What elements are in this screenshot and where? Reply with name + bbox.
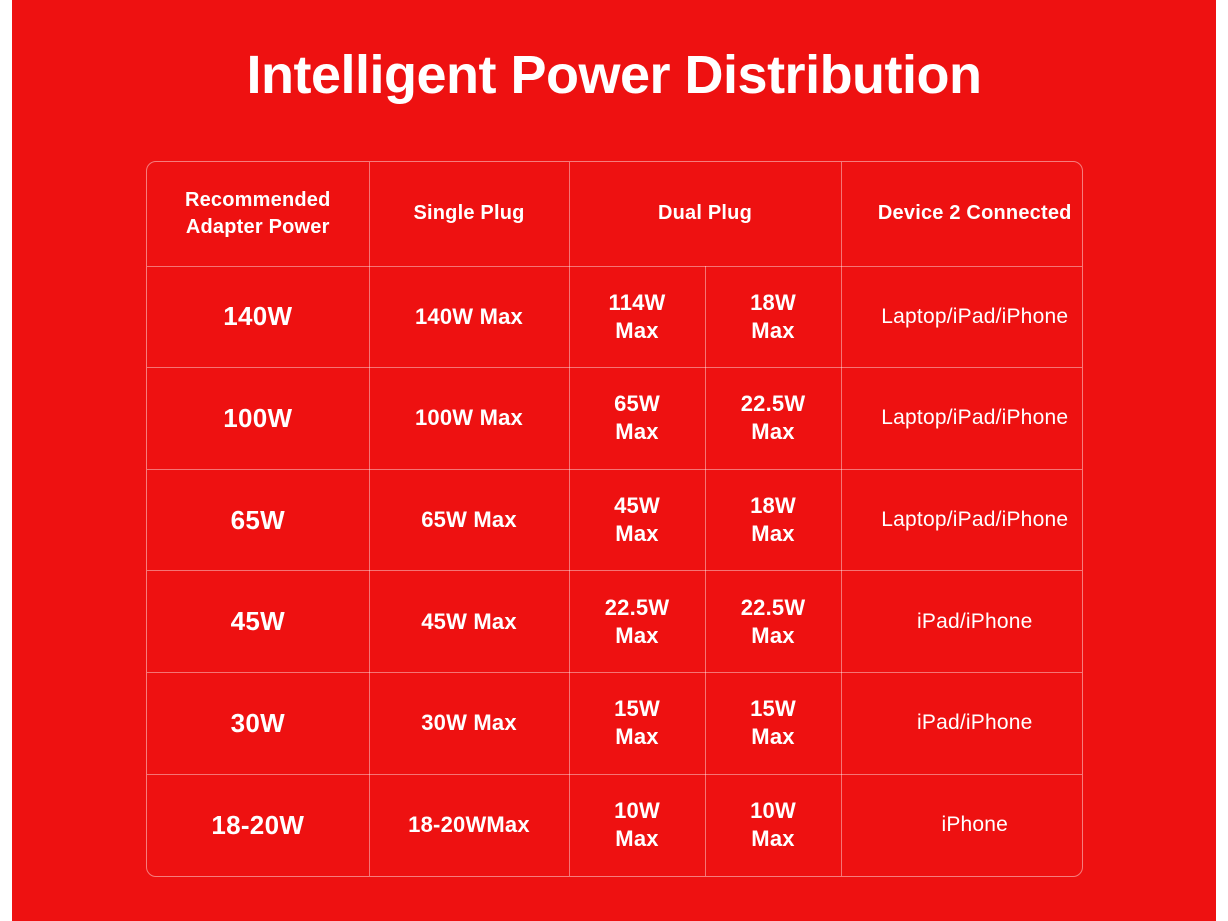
cell-device-connected: iPad/iPhone <box>841 571 1083 673</box>
dual-port-b-max: Max <box>751 521 795 547</box>
dual-port-a-value: 45W <box>614 493 660 519</box>
header-device-2-connected: Device 2 Connected <box>841 162 1083 266</box>
cell-single-plug: 100W Max <box>369 368 569 470</box>
power-distribution-table-container <box>146 161 1083 877</box>
dual-port-a-max: Max <box>615 521 659 547</box>
dual-port-a-value: 22.5W <box>604 594 670 620</box>
cell-dual-plug-port-a <box>569 266 705 368</box>
header-dual-plug: Dual Plug <box>569 162 841 266</box>
cell-adapter-power: 45W <box>147 571 369 673</box>
cell-device-connected: iPad/iPhone <box>841 673 1083 775</box>
dual-port-b-value: 15W <box>750 696 796 722</box>
dual-port-a-value: 10W <box>614 798 660 824</box>
cell-dual-plug-port-b <box>705 673 841 775</box>
header-single-plug: Single Plug <box>369 162 569 266</box>
cell-adapter-power: 30W <box>147 673 369 775</box>
cell-adapter-power: 18-20W <box>147 774 369 876</box>
dual-port-b-value: 18W <box>750 289 796 315</box>
table-row <box>147 673 1083 775</box>
dual-port-b-max: Max <box>751 419 795 445</box>
dual-port-b-value: 18W <box>750 493 796 519</box>
table-header <box>147 162 1083 266</box>
dual-port-a-max: Max <box>615 419 659 445</box>
cell-single-plug: 140W Max <box>369 266 569 368</box>
dual-port-b-value: 22.5W <box>740 594 806 620</box>
cell-device-connected: iPhone <box>841 774 1083 876</box>
table-row <box>147 266 1083 368</box>
cell-device-connected: Laptop/iPad/iPhone <box>841 266 1083 368</box>
cell-dual-plug-port-b <box>705 368 841 470</box>
cell-adapter-power: 140W <box>147 266 369 368</box>
table-row <box>147 774 1083 876</box>
table-row <box>147 368 1083 470</box>
page-title: Intelligent Power Distribution <box>246 45 982 105</box>
cell-single-plug: 45W Max <box>369 571 569 673</box>
cell-single-plug: 65W Max <box>369 469 569 571</box>
dual-port-a-value: 114W <box>608 289 666 315</box>
cell-dual-plug-port-b <box>705 774 841 876</box>
red-background-panel <box>12 0 1216 921</box>
dual-port-a-max: Max <box>615 826 659 852</box>
cell-device-connected: Laptop/iPad/iPhone <box>841 469 1083 571</box>
cell-dual-plug-port-a <box>569 469 705 571</box>
dual-port-a-value: 65W <box>614 391 660 417</box>
dual-port-b-max: Max <box>751 622 795 648</box>
dual-port-a-max: Max <box>615 317 659 343</box>
dual-port-b-max: Max <box>751 724 795 750</box>
cell-dual-plug-port-a <box>569 571 705 673</box>
table-body <box>147 266 1083 876</box>
cell-dual-plug-port-a <box>569 368 705 470</box>
cell-dual-plug-port-b <box>705 469 841 571</box>
table-row <box>147 469 1083 571</box>
dual-port-a-max: Max <box>615 724 659 750</box>
table-header-row <box>147 162 1083 266</box>
cell-dual-plug-port-a <box>569 774 705 876</box>
dual-port-b-value: 22.5W <box>740 391 806 417</box>
power-distribution-table <box>147 162 1083 876</box>
cell-single-plug: 18-20WMax <box>369 774 569 876</box>
dual-port-a-value: 15W <box>614 696 660 722</box>
cell-dual-plug-port-b <box>705 571 841 673</box>
header-recommended-adapter-power: Recommended Adapter Power <box>147 162 369 266</box>
dual-port-b-max: Max <box>751 826 795 852</box>
cell-dual-plug-port-b <box>705 266 841 368</box>
cell-adapter-power: 100W <box>147 368 369 470</box>
table-row <box>147 571 1083 673</box>
dual-port-b-max: Max <box>751 317 795 343</box>
cell-single-plug: 30W Max <box>369 673 569 775</box>
cell-dual-plug-port-a <box>569 673 705 775</box>
cell-adapter-power: 65W <box>147 469 369 571</box>
cell-device-connected: Laptop/iPad/iPhone <box>841 368 1083 470</box>
dual-port-b-value: 10W <box>750 798 796 824</box>
dual-port-a-max: Max <box>615 622 659 648</box>
